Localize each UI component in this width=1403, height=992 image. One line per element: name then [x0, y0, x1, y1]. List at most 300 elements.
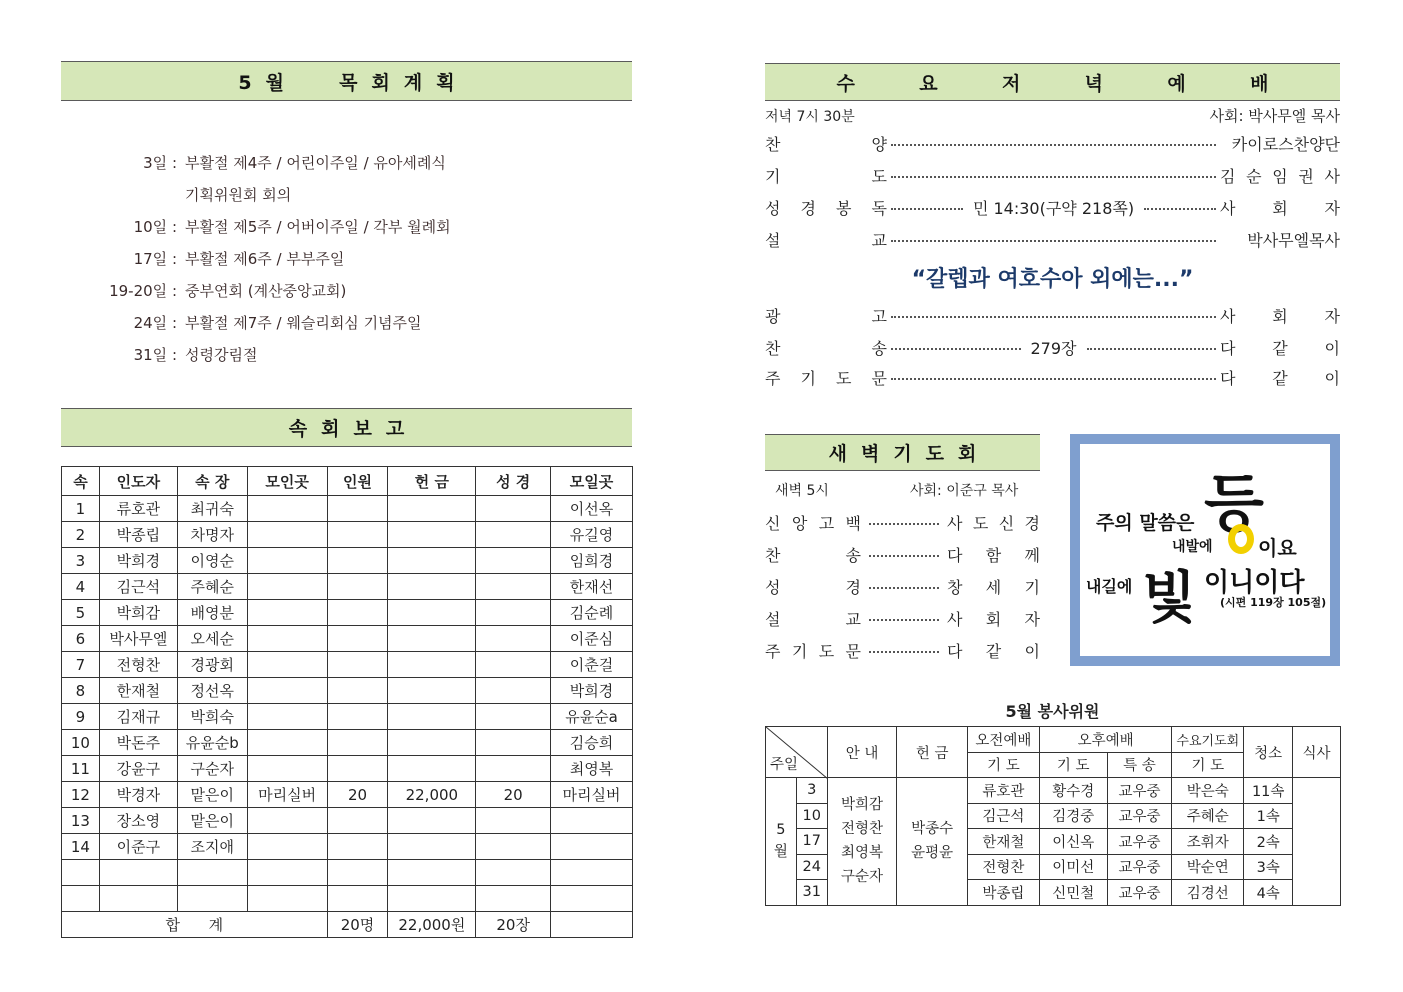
cell-col-header: 인원: [327, 467, 388, 496]
total-offering: 22,000원: [388, 912, 476, 938]
schedule-content: 부활절 제7주 / 웨슬리회심 기념주일: [185, 313, 422, 332]
day-cell: 17: [796, 829, 827, 855]
table-cell: [327, 678, 388, 704]
day-cell: 3: [796, 778, 827, 804]
table-row: [62, 886, 633, 912]
order-item: [765, 226, 1340, 252]
table-cell: [327, 496, 388, 522]
table-cell: [388, 574, 476, 600]
table-cell: [388, 652, 476, 678]
table-cell: [476, 704, 551, 730]
schedule-row: [60, 274, 620, 306]
table-row: [62, 860, 633, 886]
table-cell: [99, 886, 177, 912]
table-cell: [327, 756, 388, 782]
table-row: [62, 574, 633, 600]
schedule-content: 성령강림절: [185, 345, 258, 364]
am-header: 오전예배: [967, 727, 1039, 753]
wed-prayer-header: 기 도: [1172, 752, 1244, 778]
table-cell: 박희경: [551, 678, 633, 704]
day-cell: 24: [796, 854, 827, 880]
table-cell: 박사무엘: [99, 626, 177, 652]
table-cell: 구순자: [177, 756, 247, 782]
table-cell: [388, 834, 476, 860]
leader-dots: [1087, 348, 1217, 350]
table-cell: [327, 886, 388, 912]
table-cell: [327, 548, 388, 574]
table-cell: [327, 704, 388, 730]
table-cell: [476, 860, 551, 886]
pm-cell: 김경중: [1039, 803, 1107, 829]
table-cell: [388, 860, 476, 886]
dawn-label: 신 앙 고 백: [765, 513, 861, 533]
table-cell: 정선옥: [177, 678, 247, 704]
table-cell: 박희경: [99, 548, 177, 574]
dawn-label: 성 경: [765, 577, 861, 597]
order-label: 설 교: [765, 230, 887, 250]
clean-cell: 1속: [1244, 803, 1293, 829]
leader-dots: [1144, 208, 1216, 210]
table-cell: 10: [62, 730, 100, 756]
table-cell: [551, 860, 633, 886]
table-cell: [327, 834, 388, 860]
table-cell: [476, 600, 551, 626]
table-cell: [247, 574, 327, 600]
dawn-time: 새벽 5시: [775, 483, 829, 499]
table-cell: [62, 860, 100, 886]
verse-line1: 주의 말씀은: [1096, 512, 1195, 534]
leader-dots: [869, 651, 939, 653]
table-row: [62, 834, 633, 860]
table-cell: 배영분: [177, 600, 247, 626]
pm-special-header: 특 송: [1107, 752, 1172, 778]
cell-col-header: 속: [62, 467, 100, 496]
cell-title-bar: [61, 408, 632, 447]
table-cell: 박돈주: [99, 730, 177, 756]
dawn-title: 새벽기도회: [828, 443, 991, 465]
table-cell: [327, 860, 388, 886]
clean-cell: 3속: [1244, 854, 1293, 880]
table-cell: 유윤순b: [177, 730, 247, 756]
wed-header: 수요기도회: [1172, 727, 1244, 753]
table-cell: [476, 834, 551, 860]
table-cell: [388, 886, 476, 912]
table-cell: 박희감: [99, 600, 177, 626]
plan-title-bar: [61, 61, 632, 101]
table-cell: 조지애: [177, 834, 247, 860]
special-cell: 교우중: [1107, 854, 1172, 880]
table-cell: 20: [327, 782, 388, 808]
table-cell: 맡은이: [177, 808, 247, 834]
table-row: [62, 626, 633, 652]
am-cell: 한재철: [967, 829, 1039, 855]
table-cell: 주혜순: [177, 574, 247, 600]
total-label: 합 계: [62, 912, 328, 938]
table-cell: 유윤순a: [551, 704, 633, 730]
table-cell: [99, 860, 177, 886]
verse-line4: 이니이다: [1204, 568, 1305, 598]
leader-dots: [869, 555, 939, 557]
wed-host: 사회: 박사무엘 목사: [1209, 107, 1340, 125]
meal-header: 식사: [1293, 727, 1341, 778]
table-cell: [327, 600, 388, 626]
dawn-label: 설 교: [765, 609, 861, 629]
table-cell: 김근석: [99, 574, 177, 600]
cell-col-header: 인도자: [99, 467, 177, 496]
table-cell: [247, 652, 327, 678]
table-cell: [327, 808, 388, 834]
verse-calligraphy-image: [1070, 434, 1340, 666]
table-cell: 박경자: [99, 782, 177, 808]
am-prayer-header: 기 도: [967, 752, 1039, 778]
cell-col-header: 모인곳: [247, 467, 327, 496]
table-cell: 류호관: [99, 496, 177, 522]
leader-dots: [891, 316, 1216, 318]
day-cell: 31: [796, 880, 827, 906]
table-cell: 맡은이: [177, 782, 247, 808]
pm-cell: 황수경: [1039, 778, 1107, 804]
order-value: 다 같 이: [1220, 338, 1340, 358]
order-value: 사 회 자: [1220, 198, 1341, 218]
plan-title: 5월 목회계획: [238, 71, 469, 94]
wed-title-bar: [765, 63, 1340, 101]
table-row: [62, 678, 633, 704]
dawn-item: [765, 509, 1040, 535]
table-row: [62, 652, 633, 678]
am-cell: 류호관: [967, 778, 1039, 804]
clean-cell: 11속: [1244, 778, 1293, 804]
table-cell: 3: [62, 548, 100, 574]
schedule-date: 31일 :: [133, 345, 177, 364]
table-cell: 2: [62, 522, 100, 548]
verse-big1: 등: [1204, 467, 1264, 540]
wed-cell: 박순연: [1172, 854, 1244, 880]
dawn-label: 찬 송: [765, 545, 861, 565]
schedule-row: [60, 178, 620, 210]
dawn-item: [765, 637, 1040, 663]
leader-dots: [891, 144, 1216, 146]
table-cell: [476, 548, 551, 574]
table-cell: [247, 704, 327, 730]
table-cell: 14: [62, 834, 100, 860]
table-cell: [476, 574, 551, 600]
total-empty: [551, 912, 633, 938]
table-row: [62, 756, 633, 782]
table-cell: [476, 522, 551, 548]
table-row: [62, 600, 633, 626]
cell-col-header: 헌 금: [388, 467, 476, 496]
table-cell: [247, 808, 327, 834]
table-row: [766, 778, 1341, 804]
am-cell: 박종립: [967, 880, 1039, 906]
order-label: 찬 송: [765, 338, 887, 358]
table-cell: 이춘걸: [551, 652, 633, 678]
table-cell: 최영복: [551, 756, 633, 782]
schedule-date: 17일 :: [133, 249, 177, 268]
table-cell: 한재선: [551, 574, 633, 600]
offering-cell: 박종수 윤평윤: [897, 778, 968, 906]
schedule-row: [60, 242, 620, 274]
dawn-value: 창 세 기: [947, 577, 1040, 597]
verse-line3: 내길에: [1086, 577, 1133, 596]
pm-cell: 이신옥: [1039, 829, 1107, 855]
leader-dots: [891, 240, 1216, 242]
month-cell: 5 월: [766, 778, 797, 906]
wed-cell: 조휘자: [1172, 829, 1244, 855]
table-cell: [247, 626, 327, 652]
order-value: 사 회 자: [1220, 306, 1340, 326]
table-cell: 20: [476, 782, 551, 808]
table-cell: 8: [62, 678, 100, 704]
table-cell: [388, 678, 476, 704]
table-cell: [476, 652, 551, 678]
table-cell: 임희경: [551, 548, 633, 574]
table-cell: [476, 496, 551, 522]
order-label: 주 기 도 문: [765, 368, 887, 388]
table-cell: [388, 522, 476, 548]
table-cell: 7: [62, 652, 100, 678]
day-cell: 10: [796, 803, 827, 829]
table-cell: [551, 834, 633, 860]
leader-dots: [891, 176, 1216, 178]
total-bible: 20장: [476, 912, 551, 938]
cell-report-table: [61, 466, 633, 938]
schedule-content: 부활절 제4주 / 어린이주일 / 유아세례식: [185, 153, 446, 172]
table-cell: [327, 730, 388, 756]
table-cell: [327, 574, 388, 600]
table-cell: 장소영: [99, 808, 177, 834]
special-cell: 교우중: [1107, 829, 1172, 855]
schedule-date: 19-20일 :: [109, 281, 177, 300]
schedule-row: [60, 338, 620, 370]
pm-cell: 신민철: [1039, 880, 1107, 906]
schedule-date: 24일 :: [133, 313, 177, 332]
table-cell: 전형찬: [99, 652, 177, 678]
special-cell: 교우중: [1107, 880, 1172, 906]
table-cell: 4: [62, 574, 100, 600]
table-cell: 1: [62, 496, 100, 522]
dawn-item: [765, 573, 1040, 599]
schedule-content: 중부연회 (계산중앙교회): [185, 281, 347, 300]
table-cell: [388, 704, 476, 730]
schedule-list: [60, 146, 620, 370]
dawn-title-bar: [765, 434, 1040, 471]
table-cell: 이영순: [177, 548, 247, 574]
dawn-value: 다 함 께: [947, 545, 1040, 565]
order-detail: 민 14:30(구약 218쪽): [972, 198, 1135, 218]
table-cell: 오세순: [177, 626, 247, 652]
table-cell: 유길영: [551, 522, 633, 548]
table-cell: 박희숙: [177, 704, 247, 730]
pm-prayer-header: 기 도: [1039, 752, 1107, 778]
table-cell: [247, 756, 327, 782]
table-cell: [247, 496, 327, 522]
order-item: [765, 162, 1340, 188]
table-row: [62, 730, 633, 756]
table-cell: 이준구: [99, 834, 177, 860]
order-item: [765, 130, 1340, 156]
table-cell: 11: [62, 756, 100, 782]
dawn-item: [765, 605, 1040, 631]
table-row: [62, 782, 633, 808]
table-cell: 최귀숙: [177, 496, 247, 522]
table-cell: [327, 652, 388, 678]
leader-dots: [891, 348, 1021, 350]
table-cell: 김재규: [99, 704, 177, 730]
am-cell: 전형찬: [967, 854, 1039, 880]
table-cell: [476, 886, 551, 912]
table-cell: 마리실버: [247, 782, 327, 808]
table-cell: 이선옥: [551, 496, 633, 522]
clean-cell: 4속: [1244, 880, 1293, 906]
week-header: 주일: [770, 757, 799, 773]
table-cell: 이준심: [551, 626, 633, 652]
wed-time: 저녁 7시 30분: [765, 109, 855, 125]
order-value: 다 같 이: [1220, 368, 1340, 388]
table-cell: [476, 678, 551, 704]
order-label: 찬 양: [765, 134, 887, 154]
table-cell: 차명자: [177, 522, 247, 548]
table-cell: 김승희: [551, 730, 633, 756]
clean-header: 청소: [1244, 727, 1293, 778]
wed-title: 수 요 저 녁 예 배: [836, 72, 1283, 95]
pm-cell: 이미선: [1039, 854, 1107, 880]
clean-cell: 2속: [1244, 829, 1293, 855]
schedule-content: 기획위원회 회의: [185, 185, 292, 204]
table-cell: [388, 756, 476, 782]
table-row: [62, 808, 633, 834]
table-cell: [327, 522, 388, 548]
schedule-date: 10일 :: [133, 217, 177, 236]
schedule-date: 3일 :: [143, 153, 177, 172]
table-cell: 김순례: [551, 600, 633, 626]
table-cell: 9: [62, 704, 100, 730]
order-detail: 279장: [1030, 338, 1077, 358]
offering-header: 헌 금: [897, 727, 968, 778]
week-header-cell: [766, 727, 828, 778]
order-value: 카이로스찬양단: [1231, 134, 1340, 154]
sermon-title: “갈렙과 여호수아 외에는...”: [911, 267, 1194, 292]
order-item: [765, 302, 1340, 328]
cell-col-header: 모일곳: [551, 467, 633, 496]
table-cell: 박종립: [99, 522, 177, 548]
schedule-content: 부활절 제5주 / 어버이주일 / 각부 월례회: [185, 217, 451, 236]
verse-big2: 빛: [1142, 566, 1197, 631]
order-value: 김 순 임 권 사: [1220, 166, 1340, 186]
leader-dots: [891, 378, 1216, 380]
verse-o-text: 이요: [1258, 536, 1297, 560]
leader-dots: [869, 619, 939, 621]
order-item: [765, 334, 1340, 360]
dawn-label: 주 기 도 문: [765, 641, 861, 661]
order-item: [765, 194, 1340, 220]
cell-col-header: 속 장: [177, 467, 247, 496]
table-cell: [388, 548, 476, 574]
vol-title: 5월 봉사위원: [1005, 702, 1100, 721]
table-cell: [551, 808, 633, 834]
table-row: [62, 704, 633, 730]
table-cell: [551, 886, 633, 912]
special-cell: 교우중: [1107, 803, 1172, 829]
table-cell: 22,000: [388, 782, 476, 808]
table-row: [62, 548, 633, 574]
dawn-value: 사 회 자: [947, 609, 1040, 629]
order-label: 기 도: [765, 166, 887, 186]
dawn-value: 사 도 신 경: [947, 513, 1040, 533]
table-cell: 5: [62, 600, 100, 626]
cell-title: 속회보고: [288, 418, 419, 440]
schedule-row: [60, 146, 620, 178]
verse-ref: (시편 119장 105절): [1220, 596, 1327, 609]
table-cell: [247, 730, 327, 756]
guide-header: 안 내: [827, 727, 897, 778]
table-row: [62, 522, 633, 548]
dawn-value: 다 같 이: [947, 641, 1040, 661]
order-label: 광 고: [765, 306, 887, 326]
order-label: 성 경 봉 독: [765, 198, 887, 218]
order-item: [765, 364, 1340, 390]
table-cell: 13: [62, 808, 100, 834]
table-row: [62, 496, 633, 522]
guide-cell: 박희감 전형찬 최영복 구순자: [827, 778, 897, 906]
wed-cell: 김경선: [1172, 880, 1244, 906]
table-cell: [476, 626, 551, 652]
table-cell: 강윤구: [99, 756, 177, 782]
total-people: 20명: [327, 912, 388, 938]
leader-dots: [869, 587, 939, 589]
wed-cell: 주혜순: [1172, 803, 1244, 829]
table-cell: [177, 860, 247, 886]
meal-cell: [1293, 778, 1341, 906]
wed-cell: 박은숙: [1172, 778, 1244, 804]
am-cell: 김근석: [967, 803, 1039, 829]
table-cell: [62, 886, 100, 912]
schedule-content: 부활절 제6주 / 부부주일: [185, 249, 345, 268]
table-cell: [247, 860, 327, 886]
pm-header: 오후예배: [1039, 727, 1172, 753]
table-cell: [327, 626, 388, 652]
table-cell: [247, 678, 327, 704]
table-cell: [247, 522, 327, 548]
cell-col-header: 성 경: [476, 467, 551, 496]
table-cell: 12: [62, 782, 100, 808]
table-cell: [388, 496, 476, 522]
table-cell: [388, 626, 476, 652]
table-cell: 경광회: [177, 652, 247, 678]
table-cell: [476, 808, 551, 834]
table-cell: [388, 808, 476, 834]
table-cell: 6: [62, 626, 100, 652]
table-cell: 한재철: [99, 678, 177, 704]
order-value: 박사무엘목사: [1247, 230, 1340, 250]
volunteer-table: [765, 726, 1341, 906]
leader-dots: [891, 208, 963, 210]
table-cell: [388, 600, 476, 626]
verse-o: [1228, 524, 1254, 554]
table-cell: [177, 886, 247, 912]
table-cell: [388, 730, 476, 756]
table-cell: [247, 548, 327, 574]
schedule-row: [60, 210, 620, 242]
table-cell: [476, 756, 551, 782]
table-cell: [247, 600, 327, 626]
dawn-item: [765, 541, 1040, 567]
table-cell: [247, 886, 327, 912]
table-cell: [247, 834, 327, 860]
special-cell: 교우중: [1107, 778, 1172, 804]
table-cell: [476, 730, 551, 756]
schedule-row: [60, 306, 620, 338]
